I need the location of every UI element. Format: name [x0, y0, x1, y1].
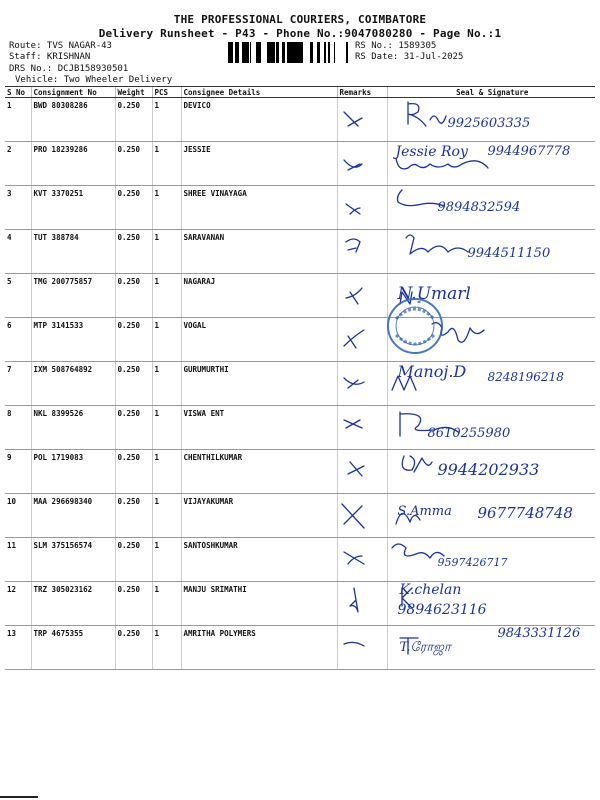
rs-date-label: RS Date: 31-Jul-2025: [355, 52, 464, 62]
handwritten-phone: 8610255980: [427, 426, 511, 441]
vehicle-label: Vehicle: Two Wheeler Delivery: [15, 75, 173, 85]
cell-consignment: MAA 296698340: [31, 494, 115, 538]
cell-pcs: 1: [152, 538, 181, 582]
cell-signature: [387, 98, 595, 142]
cell-weight: 0.250: [115, 450, 152, 494]
cell-sno: 2: [5, 142, 31, 186]
cell-consignment: NKL 8399526: [31, 406, 115, 450]
cell-pcs: 1: [152, 582, 181, 626]
route-label: Route: TVS NAGAR-43: [9, 41, 112, 51]
cell-sno: 6: [5, 318, 31, 362]
footer-mark: [0, 796, 38, 798]
cell-sno: 9: [5, 450, 31, 494]
cell-remarks: [337, 494, 387, 538]
cell-pcs: 1: [152, 626, 181, 670]
cell-pcs: 1: [152, 406, 181, 450]
col-consignee-header: Consignee Details: [181, 87, 337, 98]
cell-consignee: JESSIE: [181, 142, 337, 186]
cell-weight: 0.250: [115, 494, 152, 538]
handwritten-phone: 9843331126: [497, 626, 581, 641]
table-body: [5, 98, 595, 670]
runsheet-table: [5, 86, 595, 670]
handwritten-name: Manoj.D: [397, 362, 467, 381]
cell-remarks: [337, 142, 387, 186]
table-row: [5, 626, 595, 670]
cell-pcs: 1: [152, 318, 181, 362]
cell-weight: 0.250: [115, 98, 152, 142]
table-row: [5, 494, 595, 538]
company-seal-stamp: [386, 297, 444, 355]
cell-sno: 10: [5, 494, 31, 538]
cell-signature: [387, 230, 595, 274]
cell-remarks: [337, 450, 387, 494]
cell-weight: 0.250: [115, 582, 152, 626]
handwritten-name: S.Amma: [397, 504, 452, 519]
remark-tick-mark: [338, 450, 388, 492]
cell-consignment: SLM 375156574: [31, 538, 115, 582]
table-row: [5, 582, 595, 626]
cell-consignee: NAGARAJ: [181, 274, 337, 318]
cell-remarks: [337, 318, 387, 362]
staff-label: Staff: KRISHNAN: [9, 52, 91, 62]
handwritten-phone: 9894832594: [437, 200, 521, 215]
handwritten-phone: 9925603335: [447, 116, 531, 131]
remark-tick-mark: [338, 362, 388, 404]
barcode-image: [228, 42, 348, 63]
remark-tick-mark: [338, 230, 388, 272]
cell-remarks: [337, 186, 387, 230]
remark-tick-mark: [338, 274, 388, 316]
cell-weight: 0.250: [115, 626, 152, 670]
cell-weight: 0.250: [115, 142, 152, 186]
remark-tick-mark: [338, 538, 388, 580]
handwritten-phone: 9597426717: [437, 556, 508, 569]
runsheet-title: Delivery Runsheet - P43 - Phone No.:9047080280 - Page No.:1: [98, 27, 502, 40]
cell-consignee: VISWA ENT: [181, 406, 337, 450]
table-row: [5, 98, 595, 142]
handwritten-name: T.ரோஜா: [399, 640, 451, 655]
cell-sno: 7: [5, 362, 31, 406]
handwritten-phone: 9944511150: [467, 246, 551, 261]
remark-tick-mark: [338, 494, 388, 536]
table-row: [5, 318, 595, 362]
cell-sno: 13: [5, 626, 31, 670]
cell-signature: [387, 538, 595, 582]
cell-signature: [387, 450, 595, 494]
handwritten-phone: 9944202933: [437, 460, 540, 479]
cell-consignee: SHREE VINAYAGA: [181, 186, 337, 230]
table-row: [5, 538, 595, 582]
cell-consignment: IXM 508764892: [31, 362, 115, 406]
cell-signature: [387, 626, 595, 670]
remark-tick-mark: [338, 582, 388, 624]
cell-pcs: 1: [152, 98, 181, 142]
col-remarks-header: Remarks: [337, 87, 387, 98]
col-weight-header: Weight: [115, 87, 152, 98]
handwritten-name: N.Umarl: [397, 284, 471, 304]
cell-weight: 0.250: [115, 186, 152, 230]
col-pcs-header: PCS: [152, 87, 181, 98]
cell-consignee: AMRITHA POLYMERS: [181, 626, 337, 670]
col-sno-header: S No: [5, 87, 31, 98]
cell-remarks: [337, 274, 387, 318]
cell-weight: 0.250: [115, 362, 152, 406]
cell-consignment: TRZ 305023162: [31, 582, 115, 626]
cell-remarks: [337, 406, 387, 450]
handwritten-name: K.chelan: [399, 582, 462, 598]
cell-sno: 3: [5, 186, 31, 230]
cell-remarks: [337, 582, 387, 626]
cell-consignee: CHENTHILKUMAR: [181, 450, 337, 494]
cell-consignee: SARAVANAN: [181, 230, 337, 274]
cell-sno: 12: [5, 582, 31, 626]
cell-pcs: 1: [152, 186, 181, 230]
handwritten-phone: 9677748748: [477, 504, 573, 522]
col-consignment-header: Consignment No: [31, 87, 115, 98]
cell-consignment: TMG 200775857: [31, 274, 115, 318]
cell-consignee: GURUMURTHI: [181, 362, 337, 406]
remark-tick-mark: [338, 186, 388, 228]
cell-remarks: [337, 538, 387, 582]
handwritten-phone: 8248196218: [487, 370, 564, 384]
table-row: [5, 186, 595, 230]
remark-tick-mark: [338, 406, 388, 448]
handwritten-phone: 9944967778: [487, 144, 571, 159]
table-row: [5, 274, 595, 318]
cell-signature: [387, 142, 595, 186]
cell-remarks: [337, 98, 387, 142]
cell-sno: 5: [5, 274, 31, 318]
cell-consignment: POL 1719083: [31, 450, 115, 494]
table-header-row: [5, 87, 595, 98]
cell-remarks: [337, 626, 387, 670]
cell-sno: 1: [5, 98, 31, 142]
cell-consignee: DEVICO: [181, 98, 337, 142]
cell-consignment: TRP 4675355: [31, 626, 115, 670]
cell-weight: 0.250: [115, 318, 152, 362]
cell-consignee: VOGAL: [181, 318, 337, 362]
cell-consignment: TUT 388784: [31, 230, 115, 274]
cell-signature: [387, 186, 595, 230]
remark-tick-mark: [338, 98, 388, 140]
cell-consignment: MTP 3141533: [31, 318, 115, 362]
cell-pcs: 1: [152, 142, 181, 186]
cell-pcs: 1: [152, 274, 181, 318]
cell-consignment: BWD 80308286: [31, 98, 115, 142]
table-row: [5, 450, 595, 494]
table-row: [5, 362, 595, 406]
table-row: [5, 406, 595, 450]
cell-weight: 0.250: [115, 274, 152, 318]
cell-pcs: 1: [152, 450, 181, 494]
cell-consignee: MANJU SRIMATHI: [181, 582, 337, 626]
cell-weight: 0.250: [115, 230, 152, 274]
company-title: THE PROFESSIONAL COURIERS, COIMBATORE: [173, 13, 427, 26]
cell-signature: [387, 406, 595, 450]
cell-remarks: [337, 230, 387, 274]
remark-tick-mark: [338, 318, 388, 360]
remark-tick-mark: [338, 626, 388, 668]
col-seal-header: Seal & Signature: [387, 87, 595, 98]
cell-consignee: VIJAYAKUMAR: [181, 494, 337, 538]
cell-weight: 0.250: [115, 406, 152, 450]
cell-pcs: 1: [152, 362, 181, 406]
handwritten-phone: 9894623116: [397, 602, 487, 618]
table-row: [5, 142, 595, 186]
handwritten-name: Jessie Roy: [395, 144, 468, 160]
cell-remarks: [337, 362, 387, 406]
remark-tick-mark: [338, 142, 388, 184]
cell-consignee: SANTOSHKUMAR: [181, 538, 337, 582]
cell-pcs: 1: [152, 494, 181, 538]
cell-consignment: PRO 18239286: [31, 142, 115, 186]
cell-consignment: KVT 3370251: [31, 186, 115, 230]
cell-sno: 8: [5, 406, 31, 450]
drs-label: DRS No.: DCJB158930501: [9, 64, 129, 74]
cell-sno: 4: [5, 230, 31, 274]
cell-sno: 11: [5, 538, 31, 582]
cell-signature: [387, 362, 595, 406]
cell-weight: 0.250: [115, 538, 152, 582]
rs-no-label: RS No.: 1589305: [355, 41, 437, 51]
table-row: [5, 230, 595, 274]
cell-signature: [387, 494, 595, 538]
cell-signature: [387, 582, 595, 626]
cell-pcs: 1: [152, 230, 181, 274]
